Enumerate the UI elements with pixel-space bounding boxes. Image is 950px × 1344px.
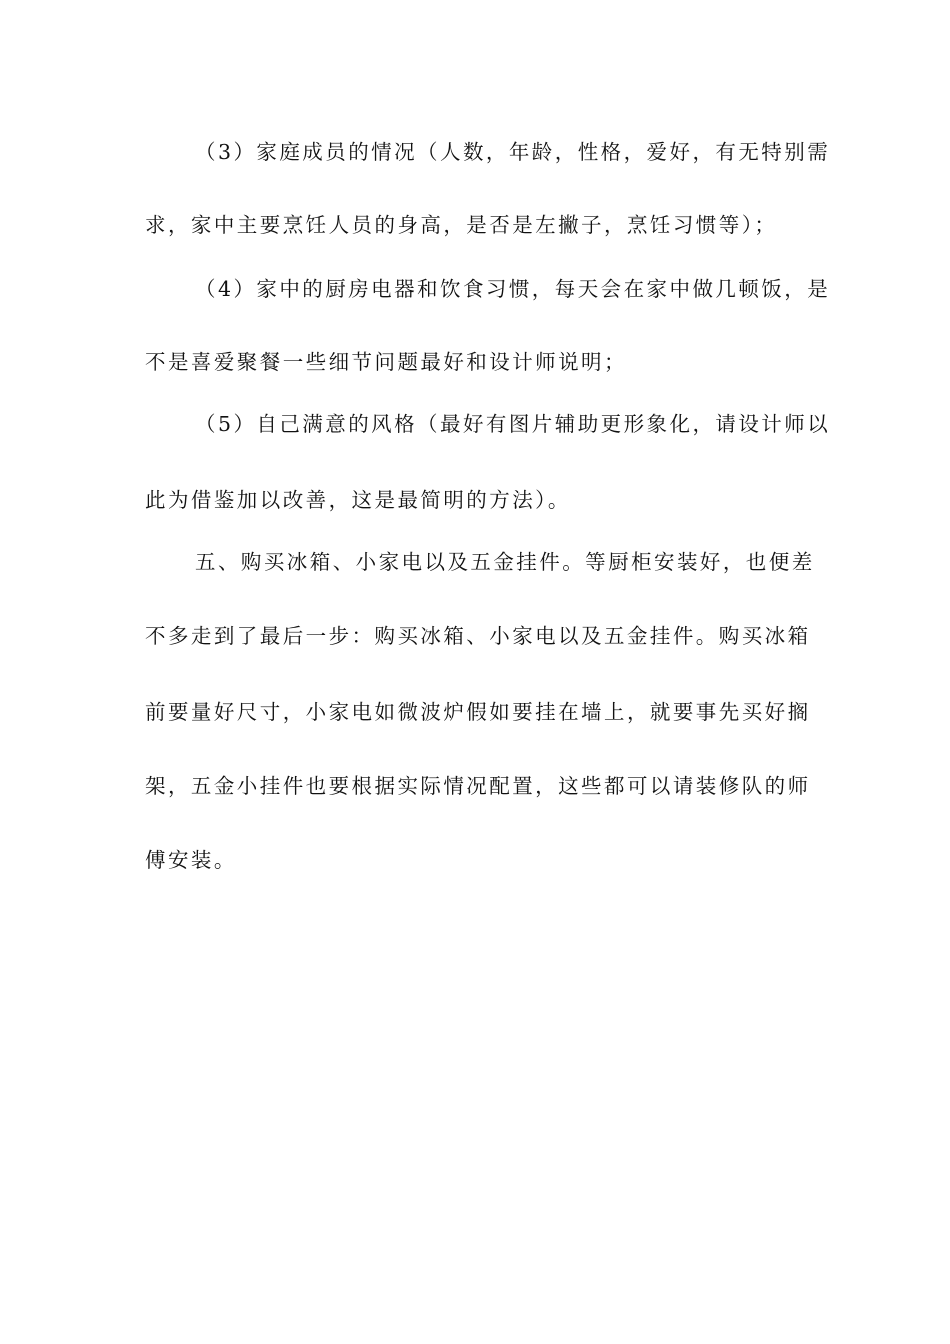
section-five-line-4: 架，五金小挂件也要根据实际情况配置，这些都可以请装修队的师 — [145, 774, 811, 798]
paragraph-4-line-1: （4）家中的厨房电器和饮食习惯，每天会在家中做几顿饭，是 — [195, 277, 831, 301]
paragraph-4-line-2: 不是喜爱聚餐一些细节问题最好和设计师说明； — [145, 350, 627, 374]
section-five-line-2: 不多走到了最后一步：购买冰箱、小家电以及五金挂件。购买冰箱 — [145, 624, 811, 648]
paragraph-3-line-1: （3）家庭成员的情况（人数，年龄，性格，爱好，有无特别需 — [195, 140, 831, 164]
section-five-line-5: 傅安装。 — [145, 848, 237, 872]
paragraph-5-line-1: （5）自己满意的风格（最好有图片辅助更形象化，请设计师以 — [195, 412, 831, 436]
section-five-line-3: 前要量好尺寸，小家电如微波炉假如要挂在墙上，就要事先买好搁 — [145, 700, 811, 724]
paragraph-5-line-2: 此为借鉴加以改善，这是最简明的方法）。 — [145, 488, 571, 512]
paragraph-3-line-2: 求，家中主要烹饪人员的身高，是否是左撇子，烹饪习惯等）； — [145, 213, 778, 237]
section-five-line-1: 五、购买冰箱、小家电以及五金挂件。等厨柜安装好，也便差 — [195, 550, 815, 574]
